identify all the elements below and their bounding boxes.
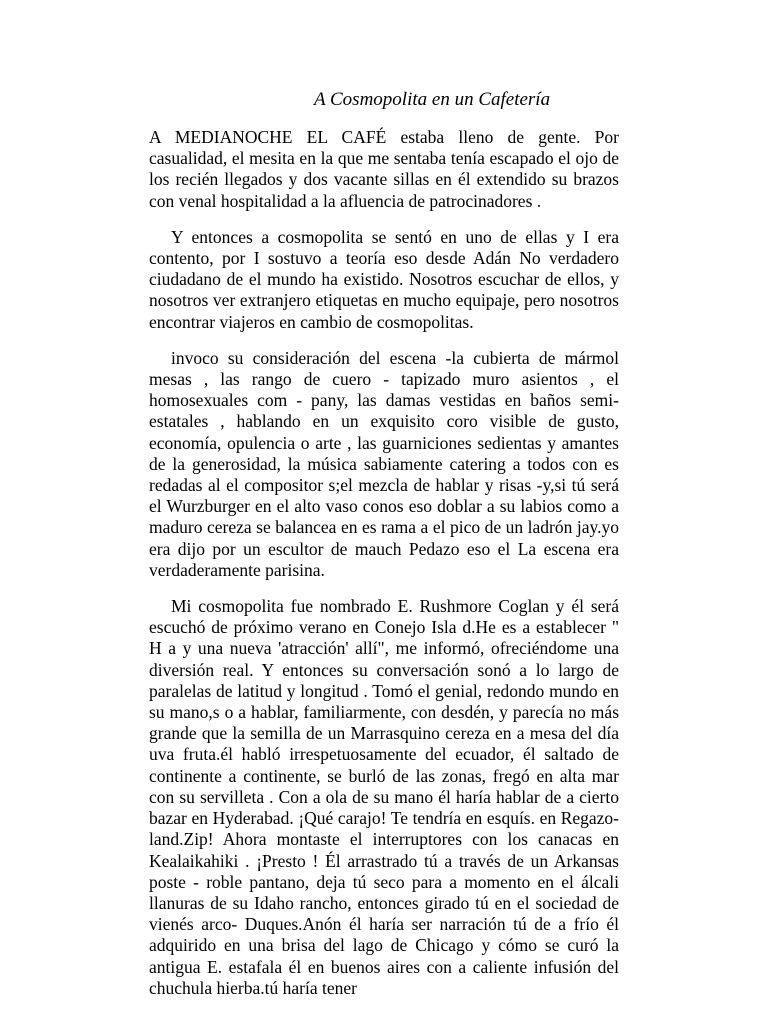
paragraph-4: Mi cosmopolita fue nombrado E. Rushmore Coglan y él será escuchó de próximo verano en Conejo Isla d.He es a establecer " H a y una nueva 'atracción' allí", me informó, ofreciéndome una diversión real. Y entonces su conversación sonó a lo largo de paralelas de latitud y longitud . Tomó el genial, redondo mundo en su mano,s o a hablar, familiarmente, con desdén, y parecía no más grande que la semilla de un Marrasquino cereza en a mesa del día uva fruta.él habló irrespetuosamente del ecuador, él saltado de continente a continente, se burló de las zonas, fregó en alta mar con su servilleta . Con a ola de su mano él haría hablar de a cierto bazar en Hyderabad. ¡Qué carajo! Te tendría en esquís. en Regazo- land.Zip! Ahora montaste el interruptores con los canacas en Kealaikahiki . ¡Presto ! Él arrastrado tú a través de un Arkansas poste - roble pantano, deja tú seco para a momento en el álcali llanuras de su Idaho rancho, entonces girado tú en el sociedad de vienés arco- Duques.Anón él haría ser narración tú de a frío él adquirido en una brisa del lago de Chicago y cómo se curó la antigua E. estafala él en buenos aires con a caliente infusión del chuchula hierba.tú haría tener bbox=[149, 596, 619, 998]
paragraph-2: Y entonces a cosmopolita se sentó en uno de ellas y I era contento, por I sostuvo a teoría eso desde Adán No verdadero ciudadano de el mundo ha existido. Nosotros escuchar de ellos, y nosotros ver extranjero etiquetas en mucho equipaje, pero nosotros encontrar viajeros en cambio de cosmopolitas. bbox=[149, 226, 619, 332]
document-page bbox=[149, 88, 619, 1014]
paragraph-3: invoco su consideración del escena -la cubierta de mármol mesas , las rango de cuero - tapizado muro asientos , el homosexuales com - pany, las damas vestidas en baños semi- estatales , hablando en un exquisito coro visible de gusto, economía, opulencia o arte , las guarniciones sedientas y amantes de la generosidad, la música sabiamente catering a todos con es redadas al el compositor s;el mezcla de hablar y risas -y,si tú será el Wurzburger en el alto vaso conos eso doblar a su labios como a maduro cereza se balancea en es rama a el pico de un ladrón jay.yo era dijo por un escultor de mauch Pedazo eso el La escena era verdaderamente parisina. bbox=[149, 347, 619, 580]
document-title: A Cosmopolita en un Cafetería bbox=[314, 89, 551, 110]
paragraph-1: A MEDIANOCHE EL CAFÉ estaba lleno de gente. Por casualidad, el mesita en la que me sentaba tenía escapado el ojo de los recién llegados y dos vacante sillas en él extendido su brazos con venal hospitalidad a la afluencia de patrocinadores . bbox=[149, 127, 619, 211]
